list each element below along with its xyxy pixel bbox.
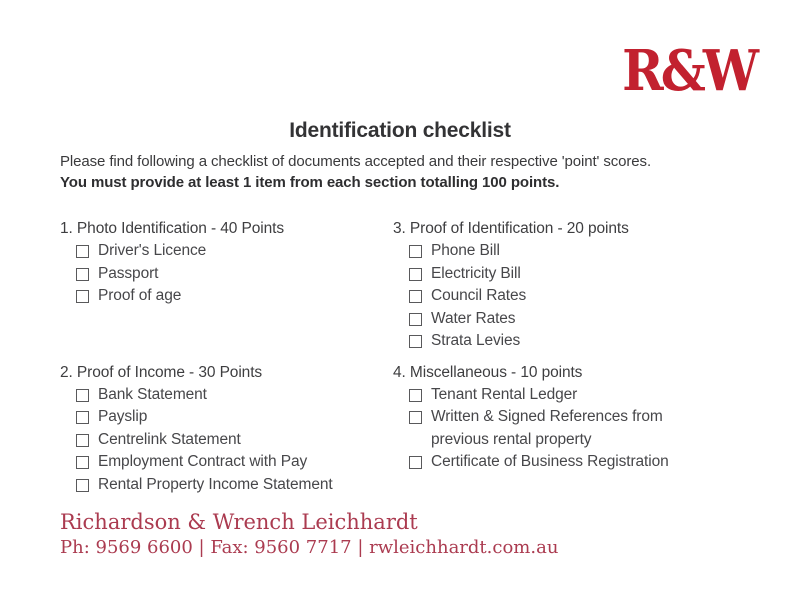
checkbox-icon [76,456,89,469]
checkbox-icon [409,245,422,258]
checklist-item-label: Strata Levies [431,332,521,349]
checklist-item-label: Electricity Bill [431,264,521,282]
checklist-item [408,263,740,286]
section-items [393,240,740,353]
checklist-item [408,406,740,451]
section-heading: 4. Miscellaneous - 10 points [393,363,583,381]
checkbox-icon [76,479,89,492]
checklist-item [75,451,393,474]
checklist-item-label: Certificate of Business Registration [431,453,669,470]
checkbox-icon [409,335,422,348]
checklist-item [75,240,393,263]
checklist-item [408,285,740,308]
section-proof-of-identification [393,218,740,353]
checklist-item-label: Rental Property Income Statement [98,475,333,493]
checkbox-icon [76,434,89,447]
checklist-item [408,240,740,263]
checkbox-icon [409,389,422,402]
checklist-item [408,451,740,474]
checklist-item-label: Tenant Rental Ledger [431,385,578,403]
section-photo-identification [60,218,393,353]
checklist-item [75,384,393,407]
checkbox-icon [76,389,89,402]
company-name: Richardson & Wrench Leichhardt [60,510,418,534]
checkbox-icon [409,268,422,281]
checklist-item-label: Passport [98,264,159,282]
checkbox-icon [76,245,89,258]
checklist-item-label: Employment Contract with Pay [98,453,308,470]
intro-text [60,151,740,193]
checklist-item [408,384,740,407]
section-heading: 3. Proof of Identification - 20 points [393,220,629,237]
checkbox-icon [409,313,422,326]
checklist-item-label: Written & Signed References from previous rental property [431,408,663,448]
checkbox-icon [76,411,89,424]
page-title: Identification checklist [289,119,511,142]
section-proof-of-income [60,362,393,497]
checklist-item-label: Water Rates [431,309,516,327]
checklist-grid [60,218,740,496]
checklist-item-label: Council Rates [431,287,527,304]
intro-line-2: You must provide at least 1 item from each section totalling 100 points. [60,174,560,191]
checkbox-icon [409,290,422,303]
section-items [393,384,740,474]
checklist-item [75,406,393,429]
checkbox-icon [409,456,422,469]
section-heading: 1. Photo Identification - 40 Points [60,220,284,237]
section-heading: 2. Proof of Income - 30 Points [60,363,263,381]
checkbox-icon [409,411,422,424]
checkbox-icon [76,268,89,281]
checkbox-icon [76,290,89,303]
section-items [60,384,393,497]
checklist-item-label: Phone Bill [431,242,500,259]
section-miscellaneous [393,362,740,497]
checklist-item [75,474,393,497]
checklist-item [408,330,740,353]
checklist-item [408,308,740,331]
checklist-item [75,263,393,286]
intro-line-1: Please find following a checklist of documents accepted and their respective 'point' scores. [60,153,652,170]
checklist-item-label: Proof of age [98,287,182,304]
checklist-item-label: Bank Statement [98,385,207,403]
footer [60,509,740,560]
rw-logo: R&W [622,37,756,104]
checklist-item-label: Centrelink Statement [98,430,241,448]
section-items [60,240,393,308]
checklist-item [75,429,393,452]
checklist-item-label: Driver's Licence [98,242,207,259]
contact-info: Ph: 9569 6600 | Fax: 9560 7717 | rwleichhardt.com.au [60,537,559,558]
checklist-item-label: Payslip [98,408,148,425]
checklist-item [75,285,393,308]
